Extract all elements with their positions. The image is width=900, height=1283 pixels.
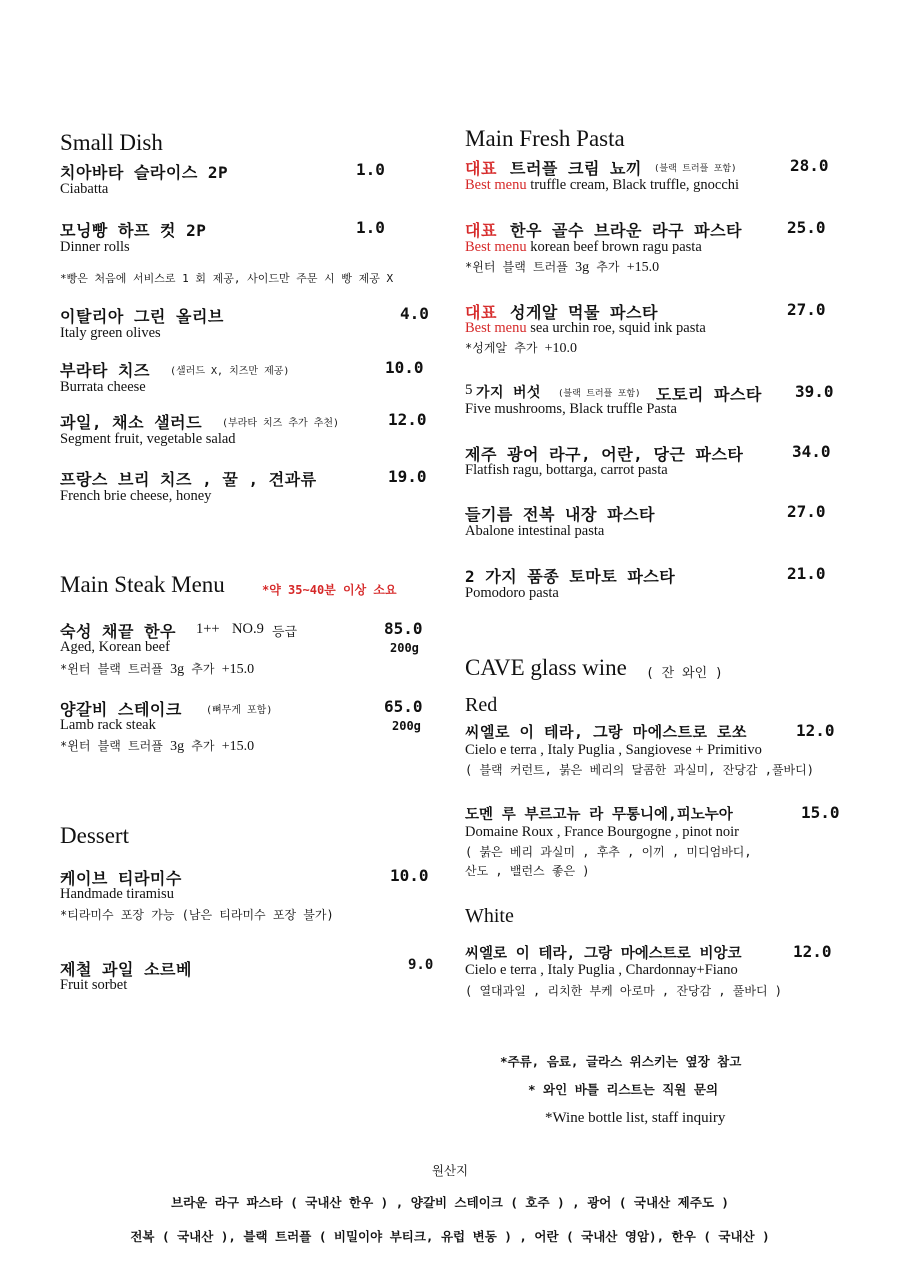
item-extra [60, 737, 254, 755]
item-weight: 200g [390, 641, 419, 655]
item-sub-note: (블랙 트러플 포함) [654, 164, 737, 174]
item-price: 65.0 [384, 697, 423, 716]
item-name-kr: 제주 광어 라구, 어란, 당근 파스타 [465, 445, 744, 464]
wine-title-kr: ( 잔 와인 ) [646, 666, 723, 681]
item-note: *티라미수 포장 가능 (남은 티라미수 포장 불가) [60, 908, 334, 922]
item-name-kr: 케이브 티라미수 [60, 869, 182, 888]
red-wine-label: Red [465, 694, 498, 716]
item-price: 1.0 [356, 218, 385, 237]
item-price: 10.0 [385, 358, 424, 377]
extra-add: 추가 [596, 260, 620, 274]
extra-price: +15.0 [221, 739, 255, 754]
item-name-kr: 프랑스 브리 치즈 , 꿀 , 견과류 [60, 470, 317, 489]
item-extra [60, 660, 254, 678]
item-name-en: Pomodoro pasta [465, 585, 559, 601]
wine-title: CAVE glass wine [465, 655, 627, 680]
wine-desc: ( 열대과일 , 리치한 부케 아로마 , 잔당감 , 풀바디 ) [465, 984, 783, 998]
extra-amount: 3g [170, 739, 185, 754]
item-name-en: Fruit sorbet [60, 977, 128, 993]
item-name-kr: 부라타 치즈 [60, 361, 150, 380]
item-sub-note: (샐러드 X, 치즈만 제공) [170, 366, 290, 377]
best-menu-label: Best menu [465, 177, 527, 193]
item-name-en: French brie cheese, honey [60, 488, 212, 504]
item-price: 85.0 [384, 619, 423, 638]
extra-price: +15.0 [221, 662, 255, 677]
item-name-kr: 가지 버섯 [476, 385, 542, 401]
best-tag: 대표 [465, 221, 497, 240]
item-name-en: Dinner rolls [60, 239, 130, 255]
item-price: 39.0 [795, 382, 834, 401]
item-desc: korean beef brown ragu pasta [530, 239, 702, 255]
item-price: 21.0 [787, 564, 826, 583]
item-name-kr: 이탈리아 그린 올리브 [60, 307, 224, 326]
item-grade-no: NO.9 [232, 621, 264, 637]
item-price: 4.0 [400, 304, 429, 323]
item-extra [465, 339, 577, 357]
wine-price: 12.0 [796, 721, 835, 740]
wine-desc-cont: 산도 , 밸런스 좋은 ) [465, 864, 590, 878]
item-name-en: Italy green olives [60, 325, 161, 341]
item-name-en: Abalone intestinal pasta [465, 523, 605, 539]
wine-name-en: Domaine Roux , France Bourgogne , pinot noir [465, 824, 739, 840]
item-grade-label: 등급 [272, 625, 298, 640]
item-sub-note: (뼈무게 포함) [206, 705, 273, 716]
item-name-en: Ciabatta [60, 181, 109, 197]
small-dish-title: Small Dish [60, 130, 163, 155]
item-name-en: Burrata cheese [60, 379, 146, 395]
best-tag: 대표 [465, 303, 497, 322]
extra-label: *윈터 블랙 트러플 [60, 662, 163, 676]
item-name-kr: 치아바타 슬라이스 2P [60, 163, 229, 182]
steak-time-note: *약 35~40분 이상 소요 [262, 583, 397, 597]
origin-line-1: 브라운 라구 파스타 ( 국내산 한우 ) , 양갈비 스테이크 ( 호주 ) , 광어 ( 국내산 제주도 ) [171, 1195, 729, 1210]
item-sub-note: (부라타 치즈 추가 추천) [222, 418, 340, 429]
item-price: 28.0 [790, 156, 829, 175]
item-price: 19.0 [388, 467, 427, 486]
item-name-kr: 양갈비 스테이크 [60, 700, 182, 719]
item-price: 27.0 [787, 502, 826, 521]
origin-line-2: 전복 ( 국내산 ), 블랙 트러플 ( 비밀이야 부티크, 유럽 변동 ) , 어란 ( 국내산 영암), 한우 ( 국내산 ) [130, 1229, 770, 1244]
item-name-kr: 숙성 채끝 한우 [60, 622, 177, 641]
wine-name-kr: 씨엘로 이 테라, 그랑 마에스트로 로쏘 [465, 723, 748, 741]
item-name-en: Flatfish ragu, bottarga, carrot pasta [465, 462, 668, 478]
bread-note: *빵은 처음에 서비스로 1 회 제공, 사이드만 주문 시 빵 제공 X [60, 272, 394, 285]
dessert-title: Dessert [60, 823, 129, 848]
wine-name-kr: 씨엘로 이 테라, 그랑 마에스트로 비앙코 [465, 946, 742, 962]
item-name-kr: 2 가지 품종 토마토 파스타 [465, 567, 676, 586]
extra-add: 추가 [191, 662, 215, 676]
item-name-kr: 성게알 먹물 파스타 [510, 303, 658, 322]
steak-title: Main Steak Menu [60, 572, 225, 597]
item-name-kr: 들기름 전복 내장 파스타 [465, 505, 655, 524]
extra-amount: 3g [575, 260, 590, 275]
origin-title: 원산지 [431, 1163, 469, 1178]
extra-label: *윈터 블랙 트러플 [60, 739, 163, 753]
item-name-en [465, 320, 706, 337]
wine-price: 15.0 [801, 803, 840, 822]
item-name-en: Handmade tiramisu [60, 886, 174, 902]
item-price: 9.0 [408, 957, 434, 973]
wine-list-note: * 와인 바틀 리스트는 직원 문의 [528, 1082, 719, 1097]
extra-label: *윈터 블랙 트러플 [465, 260, 568, 274]
item-price: 34.0 [792, 442, 831, 461]
item-name-en: Segment fruit, vegetable salad [60, 431, 236, 447]
extra-amount: 3g [170, 662, 185, 677]
item-price: 27.0 [787, 300, 826, 319]
item-name-kr2: 도토리 파스타 [656, 385, 762, 404]
drinks-note: *주류, 음료, 글라스 위스키는 옆장 참고 [500, 1054, 742, 1069]
item-name-kr: 제철 과일 소르베 [60, 960, 192, 979]
item-name-en: Lamb rack steak [60, 717, 156, 733]
item-extra [465, 258, 659, 276]
item-name-kr: 과일, 채소 샐러드 [60, 413, 203, 432]
item-weight: 200g [392, 719, 421, 733]
item-price: 25.0 [787, 218, 826, 237]
wine-name-en: Cielo e terra , Italy Puglia , Chardonnay+Fiano [465, 962, 738, 978]
wine-list-note-en: *Wine bottle list, staff inquiry [545, 1110, 726, 1126]
item-price: 1.0 [356, 160, 385, 179]
item-desc: sea urchin roe, squid ink pasta [530, 320, 706, 336]
item-name-en [465, 177, 739, 194]
item-price: 10.0 [390, 866, 429, 885]
item-grade: 1++ [196, 621, 220, 637]
wine-name-en: Cielo e terra , Italy Puglia , Sangiovese + Primitivo [465, 742, 762, 758]
item-name-kr: 모닝빵 하프 컷 2P [60, 221, 207, 240]
item-price: 12.0 [388, 410, 427, 429]
extra-price: +10.0 [544, 341, 578, 356]
item-count: 5 [465, 382, 473, 398]
extra-label: *성게알 추가 [465, 341, 538, 355]
wine-price: 12.0 [793, 942, 832, 961]
item-name-en: Five mushrooms, Black truffle Pasta [465, 401, 677, 417]
best-tag: 대표 [465, 159, 497, 178]
item-name-en [465, 239, 702, 256]
item-name-en: Aged, Korean beef [60, 639, 170, 655]
wine-desc: ( 붉은 베리 과실미 , 후추 , 이끼 , 미디엄바디, [465, 845, 752, 859]
wine-name-kr: 도멘 루 부르고뉴 라 무통니에,피노누아 [465, 807, 733, 823]
extra-price: +15.0 [626, 260, 660, 275]
best-menu-label: Best menu [465, 320, 527, 336]
wine-desc: ( 블랙 커런트, 붉은 베리의 달콤한 과실미, 잔당감 ,풀바디) [465, 763, 814, 777]
item-name-kr: 트러플 크림 뇨끼 [510, 159, 642, 178]
extra-add: 추가 [191, 739, 215, 753]
item-name-kr: 한우 골수 브라운 라구 파스타 [510, 221, 743, 240]
item-desc: truffle cream, Black truffle, gnocchi [530, 177, 740, 193]
item-sub-note: (블랙 트러플 포함) [558, 389, 641, 399]
best-menu-label: Best menu [465, 239, 527, 255]
pasta-title: Main Fresh Pasta [465, 126, 625, 151]
white-wine-label: White [465, 905, 514, 927]
